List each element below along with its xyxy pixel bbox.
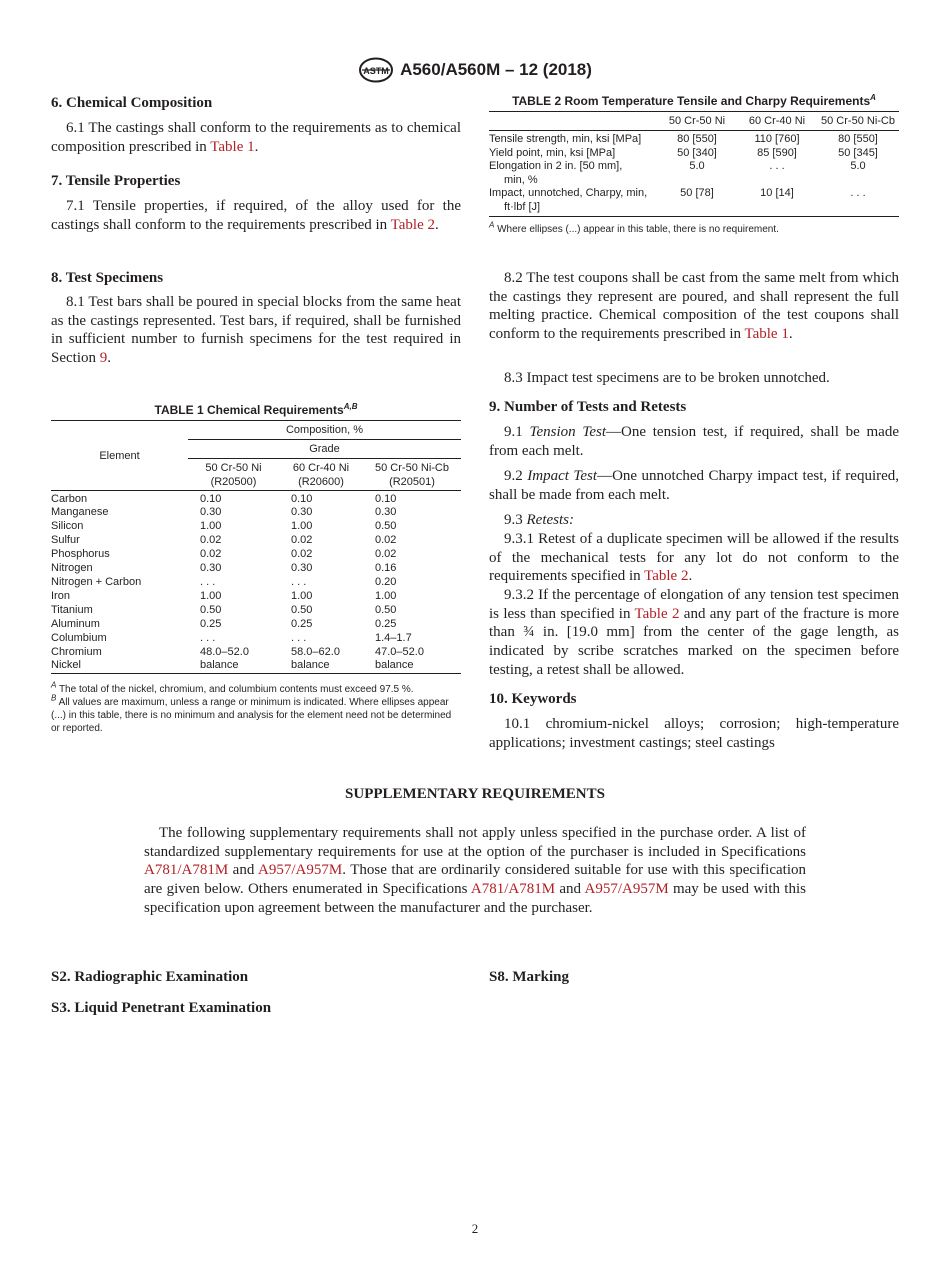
value-cell: 0.02 xyxy=(375,534,397,546)
para-8-1: 8.1 Test bars shall be poured in special blocks from the same heat as the castings represented. Test bars, if required, shall be furnished in sufficient number to furnish specimens for the test required in Section 9. xyxy=(51,294,461,367)
section-9-heading: 9. Number of Tests and Retests xyxy=(489,399,687,415)
value-cell: 1.4–1.7 xyxy=(375,632,412,644)
table-2-col-header: 60 Cr-40 Ni xyxy=(737,112,817,131)
table-2-title: TABLE 2 Room Temperature Tensile and Charpy Requirements$^A$ xyxy=(512,93,876,108)
table-row xyxy=(51,617,461,631)
value-cell: balance xyxy=(279,659,363,674)
value-cell: 58.0–62.0 xyxy=(291,646,340,658)
element-name-cell: Phosphorus xyxy=(51,548,110,560)
value-cell: balance xyxy=(188,659,279,674)
para-9-1: 9.1 Tension Test—One tension test, if required, shall be made from each melt. xyxy=(489,424,899,459)
value-cell: 0.50 xyxy=(200,604,222,616)
table-row xyxy=(489,160,899,187)
value-cell: 0.30 xyxy=(291,506,313,518)
a957-link[interactable]: A957/A957M xyxy=(584,881,669,898)
value-cell: 0.02 xyxy=(375,548,397,560)
value-cell: . . . xyxy=(769,160,785,172)
value-cell: balance xyxy=(363,659,461,674)
table-2-footnote-a: $^A$ Where ellipses (...) appear in this table, there is no requirement. xyxy=(489,220,779,235)
value-cell: 50 [340] xyxy=(677,146,717,159)
para-7-1: 7.1 Tensile properties, if required, of the alloy used for the castings shall conform to the requirements prescribed in Table 2. xyxy=(51,198,461,233)
table-row xyxy=(51,603,461,617)
value-cell: 5.0 xyxy=(689,160,705,172)
table-1-title: TABLE 1 Chemical Requirements$^{A,B}$ xyxy=(154,402,358,417)
grade-column-header: 50 Cr-50 Ni (R20500) xyxy=(188,459,279,491)
grade-column-header: 50 Cr-50 Ni-Cb (R20501) xyxy=(363,459,461,491)
requirement-label-cell: Impact, unnotched, Charpy, min, ft·lbf [J] xyxy=(489,187,657,217)
value-cell: 0.02 xyxy=(291,548,313,560)
section-7-heading: 7. Tensile Properties xyxy=(51,173,181,189)
value-cell: 50 [78] xyxy=(657,187,737,217)
svg-text:ASTM: ASTM xyxy=(363,66,389,76)
para-6-1: 6.1 The castings shall conform to the requirements as to chemical composition prescribed in Table 1. xyxy=(51,120,461,155)
value-cell: 47.0–52.0 xyxy=(375,646,424,658)
table-1-footnote-b: $^B$ All values are maximum, unless a range or minimum is indicated. Where ellipses appear (...) in this table, there is no minimum and analysis for the element need not be determined or reported. xyxy=(51,693,452,734)
value-cell: 0.50 xyxy=(375,520,397,532)
value-cell: 5.0 xyxy=(850,160,866,172)
para-9-3: 9.3 Retests: xyxy=(504,512,574,528)
table-row xyxy=(51,631,461,645)
value-cell: 85 [590] xyxy=(757,146,797,159)
table-2 xyxy=(489,111,899,217)
element-name-cell: Columbium xyxy=(51,632,107,644)
para-9-2: 9.2 Impact Test—One unnotched Charpy impact test, if required, shall be made from each melt. xyxy=(489,468,900,503)
element-name-cell: Titanium xyxy=(51,604,93,616)
value-cell: 1.00 xyxy=(291,520,313,532)
element-name-cell: Silicon xyxy=(51,520,84,532)
requirement-label-cell: Yield point, min, ksi [MPa] xyxy=(489,146,616,159)
table-2-link[interactable]: Table 2 xyxy=(390,216,435,233)
table-1-footnotes xyxy=(51,680,461,735)
a957-link[interactable]: A957/A957M xyxy=(258,862,343,879)
element-name-cell: Iron xyxy=(51,590,70,602)
table-2-link[interactable]: Table 2 xyxy=(634,605,680,622)
requirement-label-cell: Elongation in 2 in. [50 mm], min, % xyxy=(489,160,623,186)
value-cell: 0.25 xyxy=(375,618,397,630)
value-cell: 0.10 xyxy=(291,493,313,505)
section-9-link[interactable]: 9 xyxy=(99,350,108,367)
s8-heading: S8. Marking xyxy=(489,969,570,985)
page-header xyxy=(0,57,950,88)
para-8-3: 8.3 Impact test specimens are to be broken unnotched. xyxy=(504,370,830,386)
table-row xyxy=(51,547,461,561)
grade-column-header: 60 Cr-40 Ni (R20600) xyxy=(279,459,363,491)
para-9-3-2: 9.3.2 If the percentage of elongation of any tension test specimen is less than specified in Table 2 and any part of the fracture is more than ¾ in. [19.0 mm] from the center of the gage length, as indicated by scribe scratches marked on the specimen before testing, a retest shall be allowed. xyxy=(489,587,899,678)
page-number: 2 xyxy=(471,1221,479,1236)
a781-link[interactable]: A781/A781M xyxy=(144,862,229,879)
value-cell: 1.00 xyxy=(291,590,313,602)
table-1 xyxy=(51,420,461,674)
table-row xyxy=(51,505,461,519)
value-cell: 80 [550] xyxy=(838,133,878,145)
value-cell: 0.30 xyxy=(375,506,397,518)
supplementary-heading: SUPPLEMENTARY REQUIREMENTS xyxy=(345,786,605,802)
value-cell: . . . xyxy=(817,187,899,217)
table-1-link[interactable]: Table 1 xyxy=(210,138,255,155)
value-cell: 0.02 xyxy=(200,534,222,546)
table-1-link[interactable]: Table 1 xyxy=(744,326,789,343)
document-designation: A560/A560M – 12 (2018) xyxy=(400,60,592,79)
value-cell: . . . xyxy=(200,632,216,644)
supplementary-intro: The following supplementary requirements shall not apply unless specified in the purchase order. A list of standardized supplementary requirements for use at the option of the purchaser is included in Specifications A781/A781M and A957/A957M. Those that are ordinarily considered suitable for use with this specification are given below. Others enumerated in Specifications A781/A781M and A957/A957M may be used with this specification upon agreement between the manufacturer and the purchaser. xyxy=(144,825,806,916)
element-name-cell: Nickel xyxy=(51,659,188,674)
element-name-cell: Carbon xyxy=(51,493,88,505)
value-cell: 0.30 xyxy=(200,506,222,518)
value-cell: 0.20 xyxy=(375,576,397,588)
element-name-cell: Sulfur xyxy=(51,534,80,546)
value-cell: 1.00 xyxy=(200,590,222,602)
table-2-link[interactable]: Table 2 xyxy=(644,568,689,585)
table-row xyxy=(51,575,461,589)
value-cell: . . . xyxy=(200,576,216,588)
table-row xyxy=(51,519,461,533)
para-8-2: 8.2 The test coupons shall be cast from the same melt from which the castings they represent are poured, and shall represent the full melting practice. Chemical composition of the test coupons shall conform to the requirements prescribed in Table 1. xyxy=(489,270,899,343)
section-8-heading: 8. Test Specimens xyxy=(51,270,164,286)
a781-link[interactable]: A781/A781M xyxy=(470,881,556,898)
value-cell: 0.30 xyxy=(200,562,222,574)
table-row xyxy=(489,187,899,217)
value-cell: 50 [345] xyxy=(838,146,878,159)
table-row xyxy=(489,147,899,161)
value-cell: 0.10 xyxy=(200,493,222,505)
value-cell: 0.30 xyxy=(291,562,313,574)
value-cell: 0.02 xyxy=(291,534,313,546)
value-cell: 0.16 xyxy=(375,562,397,574)
table-2-col-header: 50 Cr-50 Ni xyxy=(657,112,737,131)
table-2-col-header: 50 Cr-50 Ni-Cb xyxy=(817,112,899,131)
s2-heading: S2. Radiographic Examination xyxy=(51,969,249,985)
value-cell: 0.50 xyxy=(375,604,397,616)
table-row xyxy=(489,131,899,147)
value-cell: 48.0–52.0 xyxy=(200,646,249,658)
table-row xyxy=(51,561,461,575)
composition-header: Composition, % xyxy=(188,421,461,440)
table-row xyxy=(51,645,461,659)
table-row xyxy=(51,491,461,506)
section-10-heading: 10. Keywords xyxy=(489,691,577,707)
astm-logo-icon xyxy=(358,57,394,83)
value-cell: 10 [14] xyxy=(737,187,817,217)
table-row xyxy=(51,589,461,603)
value-cell: 0.50 xyxy=(291,604,313,616)
value-cell: . . . xyxy=(291,576,307,588)
value-cell: 110 [760] xyxy=(754,133,800,145)
requirement-label-cell: Tensile strength, min, ksi [MPa] xyxy=(489,133,642,145)
para-10-1: 10.1 chromium-nickel alloys; corrosion; high-temperature applications; investment castings; steel castings xyxy=(489,716,899,751)
element-name-cell: Chromium xyxy=(51,646,102,658)
para-9-3-1: 9.3.1 Retest of a duplicate specimen will be allowed if the results of the mechanical tests for any lot do not conform to the requirements specified in Table 2. xyxy=(489,531,899,585)
table-row xyxy=(51,659,461,674)
value-cell: 0.25 xyxy=(200,618,222,630)
value-cell: 0.10 xyxy=(375,493,397,505)
s3-heading: S3. Liquid Penetrant Examination xyxy=(51,1000,272,1016)
value-cell: 1.00 xyxy=(375,590,397,602)
section-6-heading: 6. Chemical Composition xyxy=(51,95,213,111)
value-cell: . . . xyxy=(291,632,307,644)
element-name-cell: Nitrogen xyxy=(51,562,93,574)
element-name-cell: Manganese xyxy=(51,506,109,518)
value-cell: 1.00 xyxy=(200,520,222,532)
value-cell: 0.02 xyxy=(200,548,222,560)
value-cell: 0.25 xyxy=(291,618,313,630)
element-name-cell: Aluminum xyxy=(51,618,100,630)
element-header: Element xyxy=(51,421,188,491)
table-row xyxy=(51,533,461,547)
value-cell: 80 [550] xyxy=(677,133,717,145)
table-1-footnote-a: $^A$ The total of the nickel, chromium, and columbium contents must exceed 97.5 %. xyxy=(51,680,414,695)
element-name-cell: Nitrogen + Carbon xyxy=(51,576,142,588)
grade-header: Grade xyxy=(188,440,461,459)
